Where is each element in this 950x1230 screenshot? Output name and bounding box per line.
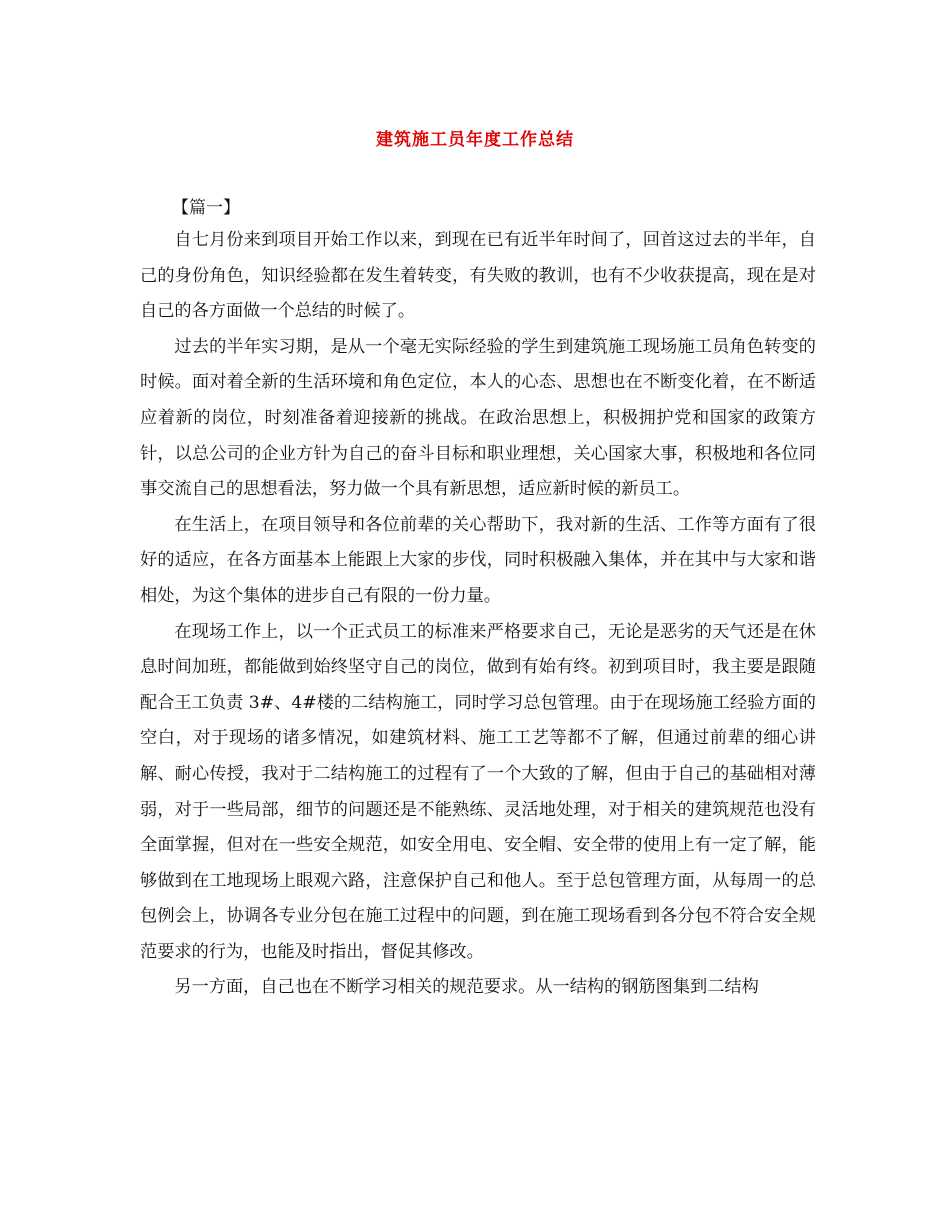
paragraph: 自七月份来到项目开始工作以来，到现在已有近半年时间了，回首这过去的半年，自己的身份角色，知识经验都在发生着转变，有失败的教训，也有不少收获提高，现在是对自己的各方面做一个总结的时候了。 [140, 230, 816, 322]
paragraph: 过去的半年实习期，是从一个毫无实际经验的学生到建筑施工现场施工员角色转变的时候。面对着全新的生活环境和角色定位，本人的心态、思想也在不断变化着，在不断适应着新的岗位，时刻准备着迎接新的挑战。在政治思想上，积极拥护党和国家的政策方针，以总公司的企业方针为自己的奋斗目标和职业理想，关心国家大事，积极地和各位同事交流自己的思想看法，努力做一个具有新思想，适应新时候的新员工。 [140, 336, 816, 500]
paragraph: 在现场工作上，以一个正式员工的标准来严格要求自己，无论是恶劣的天气还是在休息时间加班，都能做到始终坚守自己的岗位，做到有始有终。初到项目时，我主要是跟随配合王工负责 3#、4#楼的二结构施工，同时学习总包管理。由于在现场施工经验方面的空白，对于现场的诸多情况，如建筑材料、施工工艺等都不了解，但通过前辈的细心讲解、耐心传授，我对于二结构施工的过程有了一个大致的了解，但由于自己的基础相对薄弱，对于一些局部，细节的问题还是不能熟练、灵活地处理，对于相关的建筑规范也没有全面掌握，但对在一些安全规范，如安全用电、安全帽、安全带的使用上有一定了解，能够做到在工地现场上眼观六路，注意保护自己和他人。至于总包管理方面，从每周一的总包例会上，协调各专业分包在施工过程中的问题，到在施工现场看到各分包不符合安全规范要求的行为，也能及时指出，督促其修改。 [140, 621, 816, 962]
document-title: 建筑施工员年度工作总结 [376, 130, 574, 150]
paragraph: 另一方面，自己也在不断学习相关的规范要求。从一结构的钢筋图集到二结构 [174, 977, 759, 998]
paragraph: 在生活上，在项目领导和各位前辈的关心帮助下，我对新的生活、工作等方面有了很好的适应，在各方面基本上能跟上大家的步伐，同时积极融入集体，并在其中与大家和谐相处，为这个集体的进步自己有限的一份力量。 [140, 514, 816, 606]
document-body [140, 223, 816, 1006]
section-label: 【篇一】 [172, 198, 240, 218]
